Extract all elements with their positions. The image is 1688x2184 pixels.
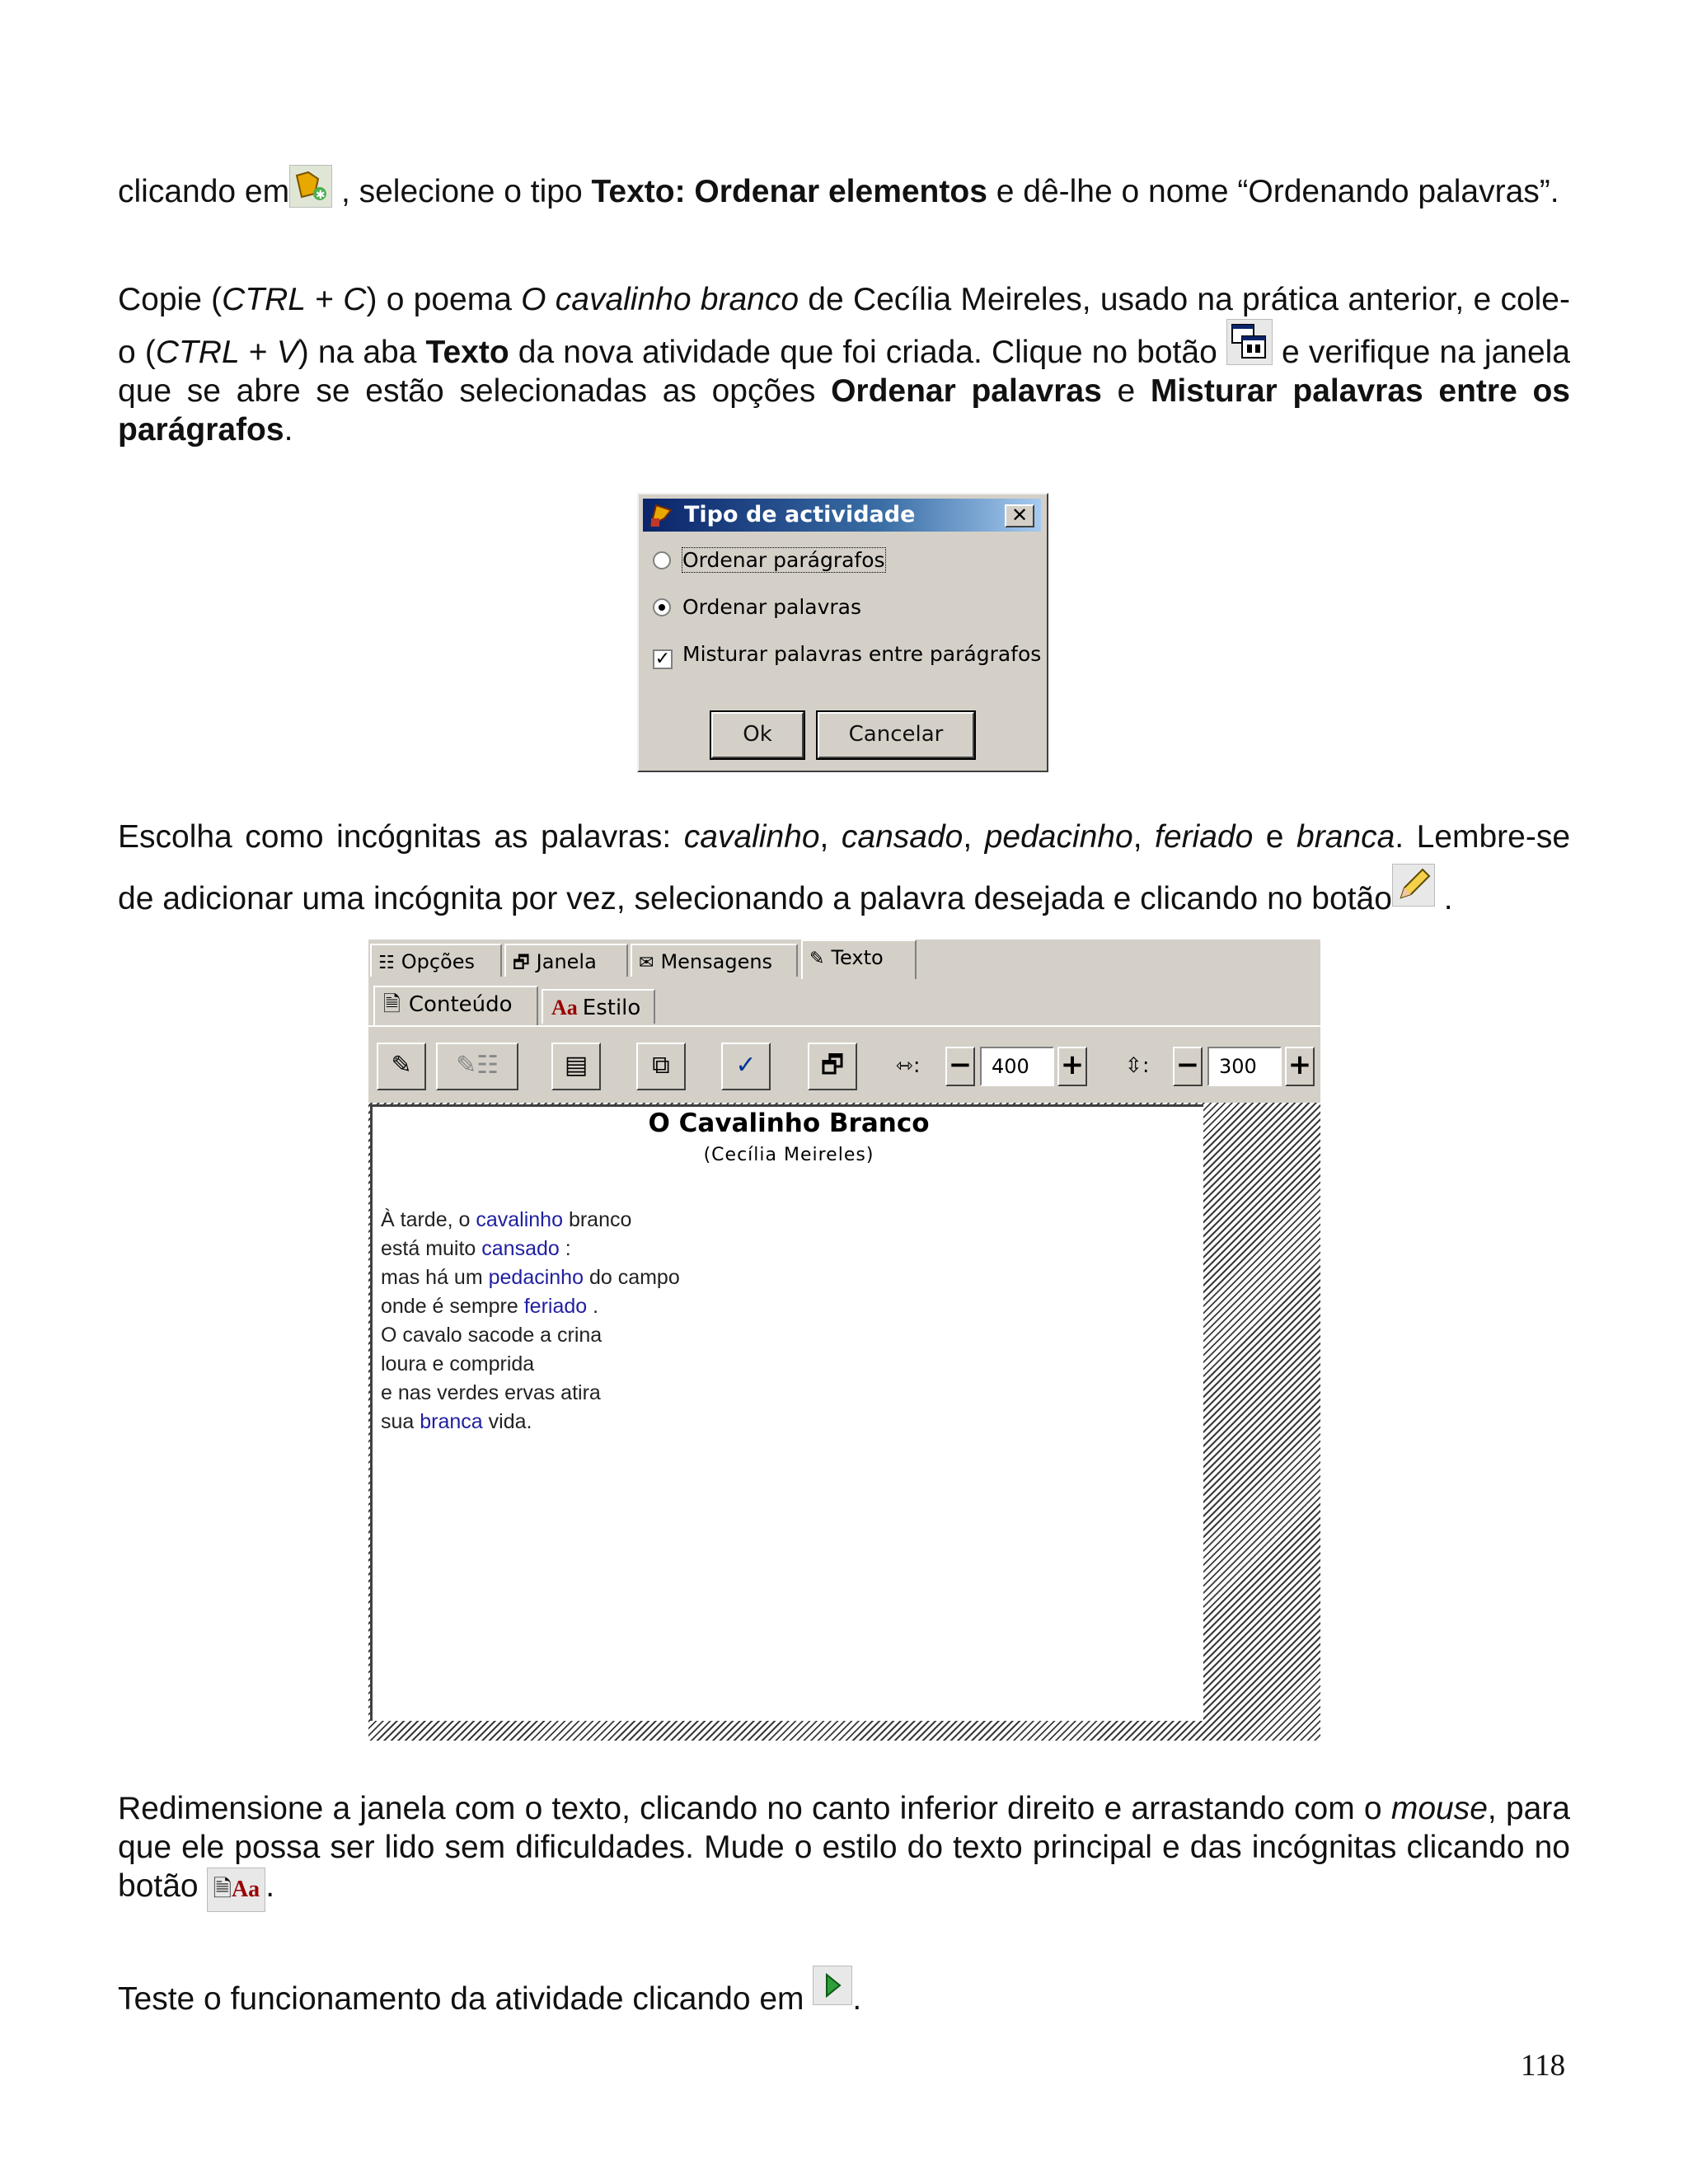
- windows-icon: 🗗: [820, 1051, 845, 1080]
- option-ordenar-palavras[interactable]: Ordenar palavras: [653, 595, 861, 619]
- pencil-list-icon: ✎☷: [455, 1051, 499, 1080]
- activity-type-icon: [1226, 319, 1273, 365]
- options-icon: ☷: [378, 953, 395, 973]
- height-icon: ⇳:: [1125, 1053, 1150, 1077]
- tab-texto[interactable]: ✎ Texto: [801, 940, 917, 979]
- new-activity-icon: [289, 165, 332, 208]
- window-edit-icon: ⧉: [652, 1051, 670, 1080]
- add-unknown-button[interactable]: [377, 1043, 426, 1090]
- poem-author: (Cecília Meireles): [703, 1145, 874, 1165]
- text-window[interactable]: [370, 1104, 1203, 1721]
- poem-line: O cavalo sacode a crina: [381, 1324, 603, 1347]
- text-properties-button[interactable]: [551, 1043, 601, 1090]
- width-increment[interactable]: +: [1057, 1047, 1087, 1086]
- document-icon: 🗎: [383, 992, 401, 1017]
- check-options-button[interactable]: [636, 1043, 686, 1090]
- page-number: 118: [1521, 2049, 1566, 2083]
- poem-line: À tarde, o cavalinho branco: [381, 1208, 632, 1231]
- poem-line: e nas verdes ervas atira: [381, 1381, 601, 1404]
- play-icon: [813, 1966, 852, 2005]
- paragraph-5: Teste o funcionamento da atividade clicando em .: [118, 1966, 1570, 2018]
- editor-screenshot: [368, 940, 1320, 1741]
- activity-type-dialog: [637, 493, 1048, 772]
- text-style-icon: 🗎Aa: [207, 1868, 265, 1912]
- unknown-word[interactable]: cansado: [481, 1237, 560, 1260]
- subtab-conteudo[interactable]: 🗎 Conteúdo: [373, 986, 538, 1025]
- dialog-title: Tipo de actividade: [684, 502, 916, 527]
- height-input[interactable]: 300: [1207, 1047, 1282, 1086]
- poem-line: está muito cansado :: [381, 1237, 571, 1260]
- activity-type-button[interactable]: [808, 1043, 857, 1090]
- paragraph-1: clicando em ✱ , selecione o tipo Texto: Ordenar elementos e dê-lhe o nome “Ordenando palavras”.: [118, 165, 1570, 211]
- unknown-word[interactable]: cavalinho: [476, 1208, 563, 1231]
- tab-janela[interactable]: 🗗 Janela: [504, 944, 628, 977]
- document-lines-icon: ▤: [564, 1051, 588, 1080]
- unknown-word[interactable]: feriado: [523, 1295, 588, 1318]
- text-canvas[interactable]: [368, 1103, 1320, 1741]
- width-input[interactable]: 400: [980, 1047, 1054, 1086]
- width-decrement[interactable]: −: [945, 1047, 975, 1086]
- poem-line: mas há um pedacinho do campo: [381, 1266, 680, 1289]
- paragraph-3: Escolha como incógnitas as palavras: cavalinho, cansado, pedacinho, feriado e branca. Lembre-se de adicionar uma incógnita por vez, selecionando a palavra desejada e clicando no botão .: [118, 819, 1571, 916]
- unknown-word[interactable]: pedacinho: [488, 1266, 584, 1289]
- text-edit-icon: ✎: [809, 949, 825, 969]
- style-icon: Aa: [551, 996, 578, 1019]
- close-button[interactable]: ✕: [1005, 504, 1034, 527]
- pencil-icon: ✎: [391, 1051, 412, 1080]
- option-misturar-palavras[interactable]: ✓ Misturar palavras entre parágrafos: [653, 642, 1041, 669]
- width-icon: ⇿:: [896, 1053, 921, 1077]
- radio-palavras[interactable]: [653, 598, 671, 616]
- poem-body: [381, 1206, 680, 1436]
- window-icon: 🗗: [513, 953, 530, 973]
- document-icon: 🗎: [213, 1876, 232, 1901]
- remove-unknown-button[interactable]: [436, 1043, 518, 1090]
- dialog-titlebar: [643, 499, 1041, 532]
- poem-line: sua branca vida.: [381, 1410, 532, 1433]
- paragraph-4: Redimensione a janela com o texto, clicando no canto inferior direito e arrastando com o mouse, para que ele possa ser lido sem dificuldades. Mude o estilo do texto principal e das incógnitas clicando no botão 🗎Aa .: [118, 1789, 1570, 1912]
- toolbar-divider: [368, 1025, 1320, 1027]
- app-icon: [648, 502, 674, 528]
- option-ordenar-paragrafos[interactable]: Ordenar parágrafos: [653, 548, 885, 572]
- svg-text:✱: ✱: [316, 188, 326, 201]
- radio-paragrafos[interactable]: [653, 551, 671, 569]
- poem-title: O Cavalinho Branco: [648, 1108, 930, 1138]
- unknown-word[interactable]: branca: [420, 1410, 483, 1433]
- subtab-estilo[interactable]: Aa Estilo: [542, 989, 655, 1024]
- height-increment[interactable]: +: [1285, 1047, 1315, 1086]
- tab-opcoes[interactable]: ☷ Opções: [370, 944, 502, 977]
- poem-line: loura e comprida: [381, 1352, 535, 1376]
- paragraph-2: Copie (CTRL + C) o poema O cavalinho branco de Cecília Meireles, usado na prática anterior, e cole-o (CTRL + V) na aba Texto da nova atividade que foi criada. Clique no botão e verifique na janela que se abre se estão selecionadas as opções Ordenar palavras e Misturar palavras entre os parágrafos.: [118, 282, 1570, 448]
- checkmark-icon: ✓: [735, 1051, 757, 1080]
- cancel-button[interactable]: Cancelar: [818, 712, 974, 758]
- ok-button[interactable]: Ok: [711, 712, 804, 758]
- check-button[interactable]: [721, 1043, 771, 1090]
- height-decrement[interactable]: −: [1173, 1047, 1203, 1086]
- pencil-icon: [1392, 864, 1435, 907]
- messages-icon: ✉: [639, 953, 654, 973]
- checkbox-misturar[interactable]: ✓: [653, 649, 673, 669]
- tab-mensagens[interactable]: ✉ Mensagens: [631, 944, 798, 977]
- poem-line: onde é sempre feriado .: [381, 1295, 599, 1318]
